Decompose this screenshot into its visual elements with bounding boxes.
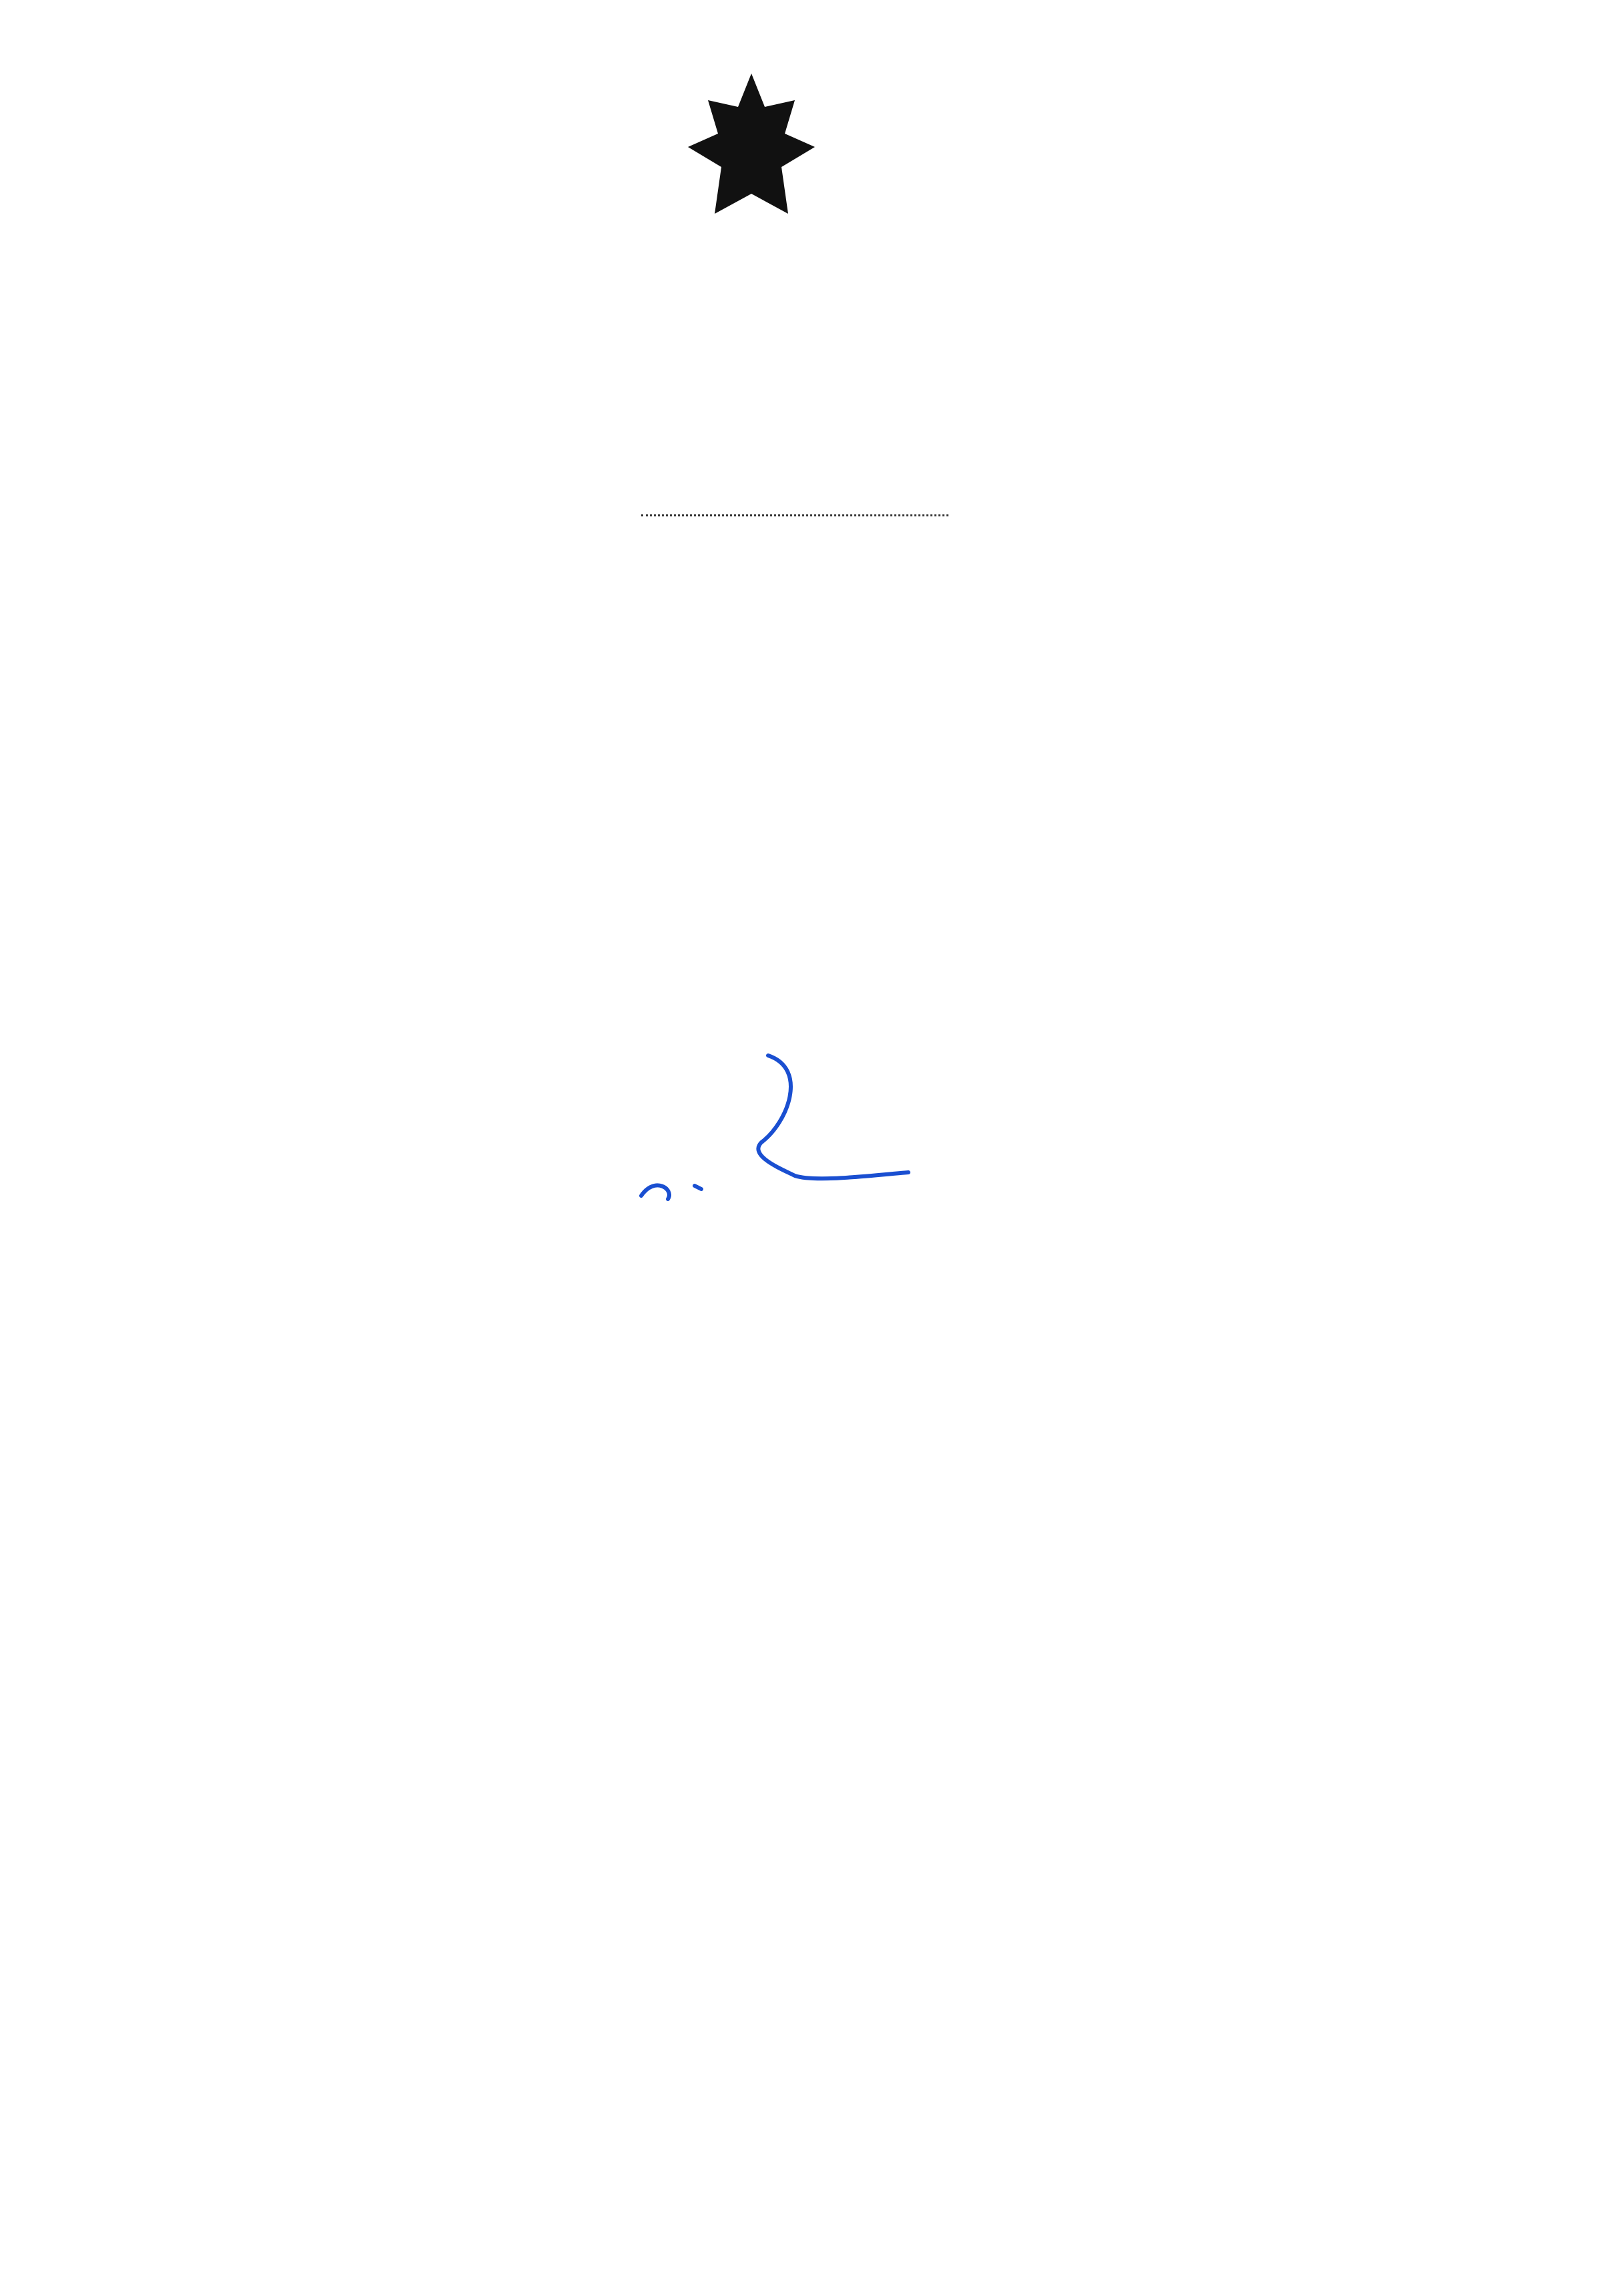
dotted-divider — [641, 514, 948, 516]
handwritten-signature — [614, 1042, 922, 1229]
garuda-emblem-icon — [641, 60, 862, 281]
